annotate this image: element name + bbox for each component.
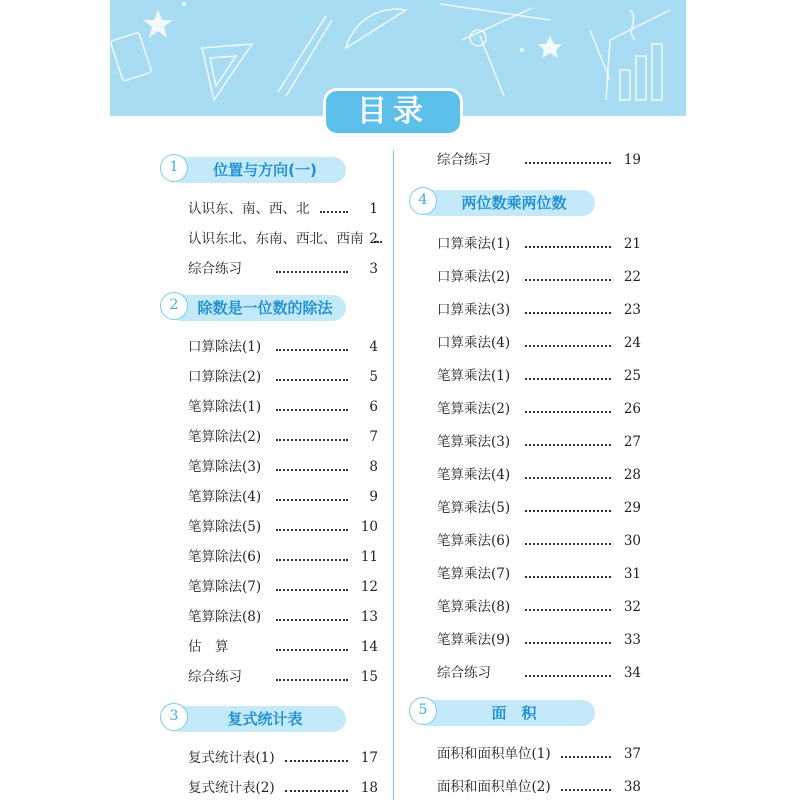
page-number: 1 (369, 201, 378, 217)
entry-title: 笔算乘法(3) (437, 434, 511, 450)
unit-heading (160, 291, 350, 323)
toc-entry[interactable] (188, 516, 378, 538)
toc-entry[interactable] (437, 743, 641, 765)
entry-title: 口算乘法(1) (437, 236, 511, 252)
entry-title: 笔算乘法(7) (437, 566, 511, 582)
entry-title: 认识东北、东南、西北、西南 (188, 231, 364, 247)
unit-number-badge: 1 (160, 154, 188, 182)
page-number: 9 (369, 489, 378, 505)
page-number: 3 (369, 261, 378, 277)
entry-title: 综合练习 (188, 261, 242, 277)
toc-entry[interactable] (437, 629, 641, 651)
right-column (393, 0, 686, 800)
page-number: 6 (369, 399, 378, 415)
entry-title: 认识东、南、西、北 (188, 201, 310, 217)
page-number: 31 (623, 566, 641, 582)
toc-entry[interactable] (188, 777, 378, 799)
dot-leader (276, 379, 348, 381)
toc-entry[interactable] (188, 228, 378, 250)
dot-leader (276, 559, 348, 561)
page-number: 13 (360, 609, 378, 625)
toc-entry[interactable] (188, 258, 378, 280)
page-number: 32 (623, 599, 641, 615)
unit-heading (409, 186, 599, 218)
dot-leader (285, 790, 348, 792)
page-number: 17 (360, 750, 378, 766)
unit-heading (409, 696, 599, 728)
toc-entry[interactable] (188, 546, 378, 568)
page-number: 29 (623, 500, 641, 516)
toc-entry[interactable] (188, 198, 378, 220)
toc-entry[interactable] (437, 398, 641, 420)
unit-title: 两位数乘两位数 (461, 194, 567, 212)
page-number: 19 (623, 152, 641, 168)
dot-leader (525, 378, 611, 380)
page-number: 14 (360, 639, 378, 655)
dot-leader (285, 760, 348, 762)
unit-title: 复式统计表 (227, 710, 303, 728)
dot-leader (276, 409, 348, 411)
toc-entry[interactable] (437, 431, 641, 453)
unit-number-badge: 3 (160, 703, 188, 731)
page-number: 28 (623, 467, 641, 483)
entry-title: 面积和面积单位(1) (437, 746, 551, 762)
toc-entry[interactable] (437, 662, 641, 684)
toc-entry[interactable] (437, 332, 641, 354)
entry-title: 口算除法(2) (188, 369, 262, 385)
unit-title: 面 积 (491, 704, 537, 722)
entry-title: 综合练习 (188, 669, 242, 685)
page-number: 15 (360, 669, 378, 685)
toc-entry[interactable] (437, 596, 641, 618)
toc-entry[interactable] (188, 666, 378, 688)
left-column (110, 0, 393, 800)
page-number: 34 (623, 665, 641, 681)
toc-entry[interactable] (437, 299, 641, 321)
entry-title: 笔算除法(8) (188, 609, 262, 625)
entry-title: 笔算乘法(4) (437, 467, 511, 483)
entry-title: 笔算除法(4) (188, 489, 262, 505)
dot-leader (525, 411, 611, 413)
entry-title: 笔算乘法(9) (437, 632, 511, 648)
entry-title: 口算乘法(3) (437, 302, 511, 318)
toc-entry[interactable] (188, 336, 378, 358)
toc-entry[interactable] (437, 266, 641, 288)
entry-title: 综合练习 (437, 152, 491, 168)
toc-entry[interactable] (188, 636, 378, 658)
dot-leader (320, 211, 349, 213)
page-number: 27 (623, 434, 641, 450)
toc-entry[interactable] (188, 426, 378, 448)
dot-leader (525, 477, 611, 479)
dot-leader (276, 589, 348, 591)
unit-title: 除数是一位数的除法 (197, 299, 333, 317)
unit-title: 位置与方向(一) (213, 161, 317, 179)
unit-heading (160, 153, 350, 185)
dot-leader (525, 642, 611, 644)
dot-leader (276, 271, 348, 273)
toc-entry[interactable] (437, 530, 641, 552)
unit-heading (160, 702, 350, 734)
dot-leader (525, 510, 611, 512)
entry-title: 笔算除法(2) (188, 429, 262, 445)
page-number: 24 (623, 335, 641, 351)
entry-title: 笔算乘法(8) (437, 599, 511, 615)
toc-entry[interactable] (188, 366, 378, 388)
page-number: 12 (360, 579, 378, 595)
dot-leader (561, 756, 611, 758)
page-number: 38 (623, 779, 641, 795)
entry-title: 笔算乘法(1) (437, 368, 511, 384)
page-number: 18 (360, 780, 378, 796)
page-number: 7 (369, 429, 378, 445)
dot-leader (276, 679, 348, 681)
entry-title: 估 算 (188, 639, 229, 655)
page-number: 22 (623, 269, 641, 285)
unit-number-badge: 5 (409, 697, 437, 725)
dot-leader (276, 469, 348, 471)
entry-title: 笔算乘法(5) (437, 500, 511, 516)
entry-title: 复式统计表(1) (188, 750, 275, 766)
dot-leader (276, 649, 348, 651)
dot-leader (525, 162, 611, 164)
page-title: 目录 (357, 94, 429, 129)
toc-entry[interactable] (188, 396, 378, 418)
toc-entry[interactable] (437, 497, 641, 519)
dot-leader (525, 675, 611, 677)
unit-number-badge: 2 (160, 292, 188, 320)
dot-leader (525, 609, 611, 611)
toc-page (110, 0, 686, 800)
entry-title: 口算乘法(2) (437, 269, 511, 285)
dot-leader (276, 529, 348, 531)
page-number: 37 (623, 746, 641, 762)
toc-entry[interactable] (437, 776, 641, 798)
page-number: 2 (369, 231, 378, 247)
page-number: 33 (623, 632, 641, 648)
entry-title: 面积和面积单位(2) (437, 779, 551, 795)
entry-title: 复式统计表(2) (188, 780, 275, 796)
toc-entry[interactable] (437, 563, 641, 585)
entry-title: 笔算除法(3) (188, 459, 262, 475)
page-number: 5 (369, 369, 378, 385)
unit-number-badge: 4 (409, 187, 437, 215)
toc-entry[interactable] (437, 464, 641, 486)
page-number: 11 (360, 549, 378, 565)
entry-title: 笔算除法(7) (188, 579, 262, 595)
toc-entry[interactable] (188, 747, 378, 769)
entry-title: 笔算乘法(6) (437, 533, 511, 549)
toc-entry[interactable] (437, 365, 641, 387)
entry-title: 笔算乘法(2) (437, 401, 511, 417)
toc-entry[interactable] (188, 486, 378, 508)
dot-leader (525, 279, 611, 281)
dot-leader (561, 789, 611, 791)
page-number: 25 (623, 368, 641, 384)
entry-title: 口算除法(1) (188, 339, 262, 355)
dot-leader (525, 576, 611, 578)
entry-title: 综合练习 (437, 665, 491, 681)
dot-leader (525, 444, 611, 446)
entry-title: 口算乘法(4) (437, 335, 511, 351)
entry-title: 笔算除法(1) (188, 399, 262, 415)
page-number: 30 (623, 533, 641, 549)
toc-entry[interactable] (188, 606, 378, 628)
page-number: 10 (360, 519, 378, 535)
toc-entry[interactable] (437, 149, 641, 171)
page-number: 21 (623, 236, 641, 252)
page-number: 8 (369, 459, 378, 475)
dot-leader (525, 345, 611, 347)
page-number: 23 (623, 302, 641, 318)
toc-entry[interactable] (437, 233, 641, 255)
toc-entry[interactable] (188, 576, 378, 598)
page-number: 26 (623, 401, 641, 417)
entry-title: 笔算除法(6) (188, 549, 262, 565)
dot-leader (276, 499, 348, 501)
dot-leader (525, 543, 611, 545)
dot-leader (525, 312, 611, 314)
entry-title: 笔算除法(5) (188, 519, 262, 535)
dot-leader (525, 246, 611, 248)
dot-leader (276, 619, 348, 621)
page-number: 4 (369, 339, 378, 355)
dot-leader (276, 439, 348, 441)
toc-entry[interactable] (188, 456, 378, 478)
dot-leader (276, 349, 348, 351)
